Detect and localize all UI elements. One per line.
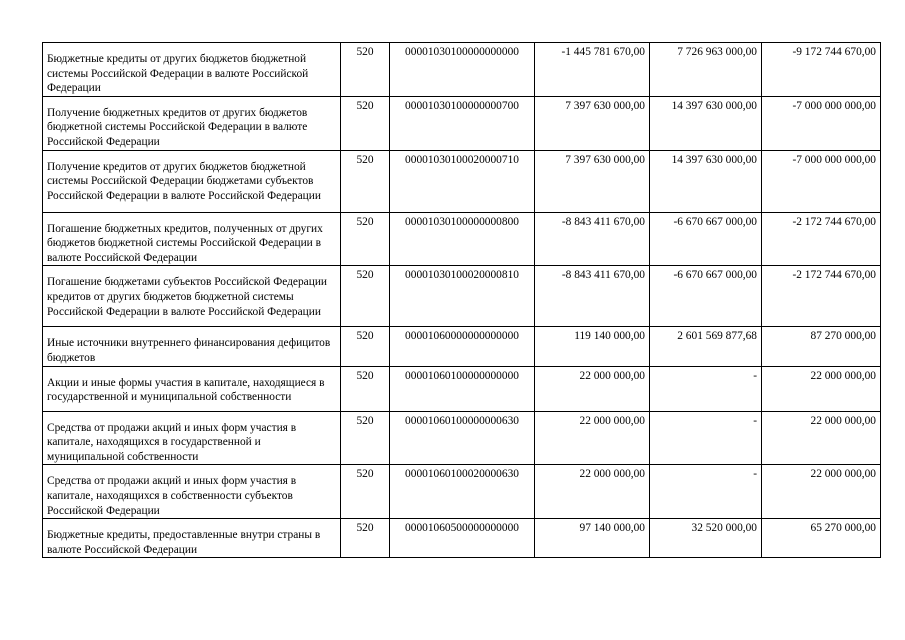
row-approved-cell: 22 000 000,00 — [535, 366, 650, 411]
row-approved-cell: -8 843 411 670,00 — [535, 266, 650, 327]
row-approved-cell: 22 000 000,00 — [535, 411, 650, 465]
row-name-cell: Получение бюджетных кредитов от других бюджетов бюджетной системы Российской Федерации в валюте Российской Федерации — [43, 96, 341, 150]
row-code-cell: 520 — [341, 327, 390, 366]
row-executed-cell: -6 670 667 000,00 — [650, 212, 762, 266]
row-kbk-cell: 00001060000000000000 — [390, 327, 535, 366]
row-unexecuted-cell: -7 000 000 000,00 — [762, 150, 881, 212]
row-approved-cell: 119 140 000,00 — [535, 327, 650, 366]
row-name-cell: Бюджетные кредиты от других бюджетов бюджетной системы Российской Федерации в валюте Российской Федерации — [43, 43, 341, 97]
row-code-cell: 520 — [341, 150, 390, 212]
row-code-cell: 520 — [341, 519, 390, 558]
table-row — [43, 266, 881, 327]
row-kbk-cell: 00001030100020000810 — [390, 266, 535, 327]
table-row — [43, 519, 881, 558]
row-unexecuted-cell: -2 172 744 670,00 — [762, 212, 881, 266]
table-row — [43, 366, 881, 411]
row-code-cell: 520 — [341, 96, 390, 150]
table-body — [43, 43, 881, 558]
row-kbk-cell: 00001030100000000800 — [390, 212, 535, 266]
row-executed-cell: 14 397 630 000,00 — [650, 96, 762, 150]
row-unexecuted-cell: 22 000 000,00 — [762, 411, 881, 465]
row-unexecuted-cell: 87 270 000,00 — [762, 327, 881, 366]
row-approved-cell: -8 843 411 670,00 — [535, 212, 650, 266]
row-kbk-cell: 00001060100000000000 — [390, 366, 535, 411]
row-executed-cell: 14 397 630 000,00 — [650, 150, 762, 212]
row-executed-cell: 2 601 569 877,68 — [650, 327, 762, 366]
row-code-cell: 520 — [341, 465, 390, 519]
row-name-cell: Акции и иные формы участия в капитале, находящиеся в государственной и муниципальной собственности — [43, 366, 341, 411]
row-kbk-cell: 00001030100020000710 — [390, 150, 535, 212]
row-executed-cell: 32 520 000,00 — [650, 519, 762, 558]
row-executed-cell: -6 670 667 000,00 — [650, 266, 762, 327]
table-row — [43, 212, 881, 266]
row-kbk-cell: 00001060100020000630 — [390, 465, 535, 519]
row-approved-cell: -1 445 781 670,00 — [535, 43, 650, 97]
table-row — [43, 43, 881, 97]
row-kbk-cell: 00001060100000000630 — [390, 411, 535, 465]
row-approved-cell: 7 397 630 000,00 — [535, 96, 650, 150]
row-kbk-cell: 00001030100000000700 — [390, 96, 535, 150]
row-executed-cell: - — [650, 366, 762, 411]
row-code-cell: 520 — [341, 411, 390, 465]
row-executed-cell: - — [650, 465, 762, 519]
row-name-cell: Средства от продажи акций и иных форм участия в капитале, находящихся в государственной и муниципальной собственности — [43, 411, 341, 465]
row-approved-cell: 22 000 000,00 — [535, 465, 650, 519]
row-name-cell: Погашение бюджетных кредитов, полученных от других бюджетов бюджетной системы Российской Федерации в валюте Российской Федерации — [43, 212, 341, 266]
row-name-cell: Средства от продажи акций и иных форм участия в капитале, находящихся в собственности субъектов Российской Федерации — [43, 465, 341, 519]
row-unexecuted-cell: -7 000 000 000,00 — [762, 96, 881, 150]
row-executed-cell: - — [650, 411, 762, 465]
table-row — [43, 150, 881, 212]
table-row — [43, 327, 881, 366]
row-unexecuted-cell: 22 000 000,00 — [762, 366, 881, 411]
row-code-cell: 520 — [341, 366, 390, 411]
row-unexecuted-cell: 22 000 000,00 — [762, 465, 881, 519]
row-approved-cell: 7 397 630 000,00 — [535, 150, 650, 212]
row-unexecuted-cell: 65 270 000,00 — [762, 519, 881, 558]
row-code-cell: 520 — [341, 266, 390, 327]
row-kbk-cell: 00001060500000000000 — [390, 519, 535, 558]
row-unexecuted-cell: -2 172 744 670,00 — [762, 266, 881, 327]
row-name-cell: Получение кредитов от других бюджетов бюджетной системы Российской Федерации бюджетами субъектов Российской Федерации в валюте Российской Федерации — [43, 150, 341, 212]
row-kbk-cell: 00001030100000000000 — [390, 43, 535, 97]
row-executed-cell: 7 726 963 000,00 — [650, 43, 762, 97]
row-name-cell: Погашение бюджетами субъектов Российской Федерации кредитов от других бюджетов бюджетной системы Российской Федерации в валюте Российской Федерации — [43, 266, 341, 327]
row-code-cell: 520 — [341, 43, 390, 97]
budget-sources-table — [42, 42, 881, 558]
row-name-cell: Бюджетные кредиты, предоставленные внутри страны в валюте Российской Федерации — [43, 519, 341, 558]
table-row — [43, 411, 881, 465]
table-row — [43, 96, 881, 150]
table-row — [43, 465, 881, 519]
row-name-cell: Иные источники внутреннего финансирования дефицитов бюджетов — [43, 327, 341, 366]
row-code-cell: 520 — [341, 212, 390, 266]
row-unexecuted-cell: -9 172 744 670,00 — [762, 43, 881, 97]
row-approved-cell: 97 140 000,00 — [535, 519, 650, 558]
